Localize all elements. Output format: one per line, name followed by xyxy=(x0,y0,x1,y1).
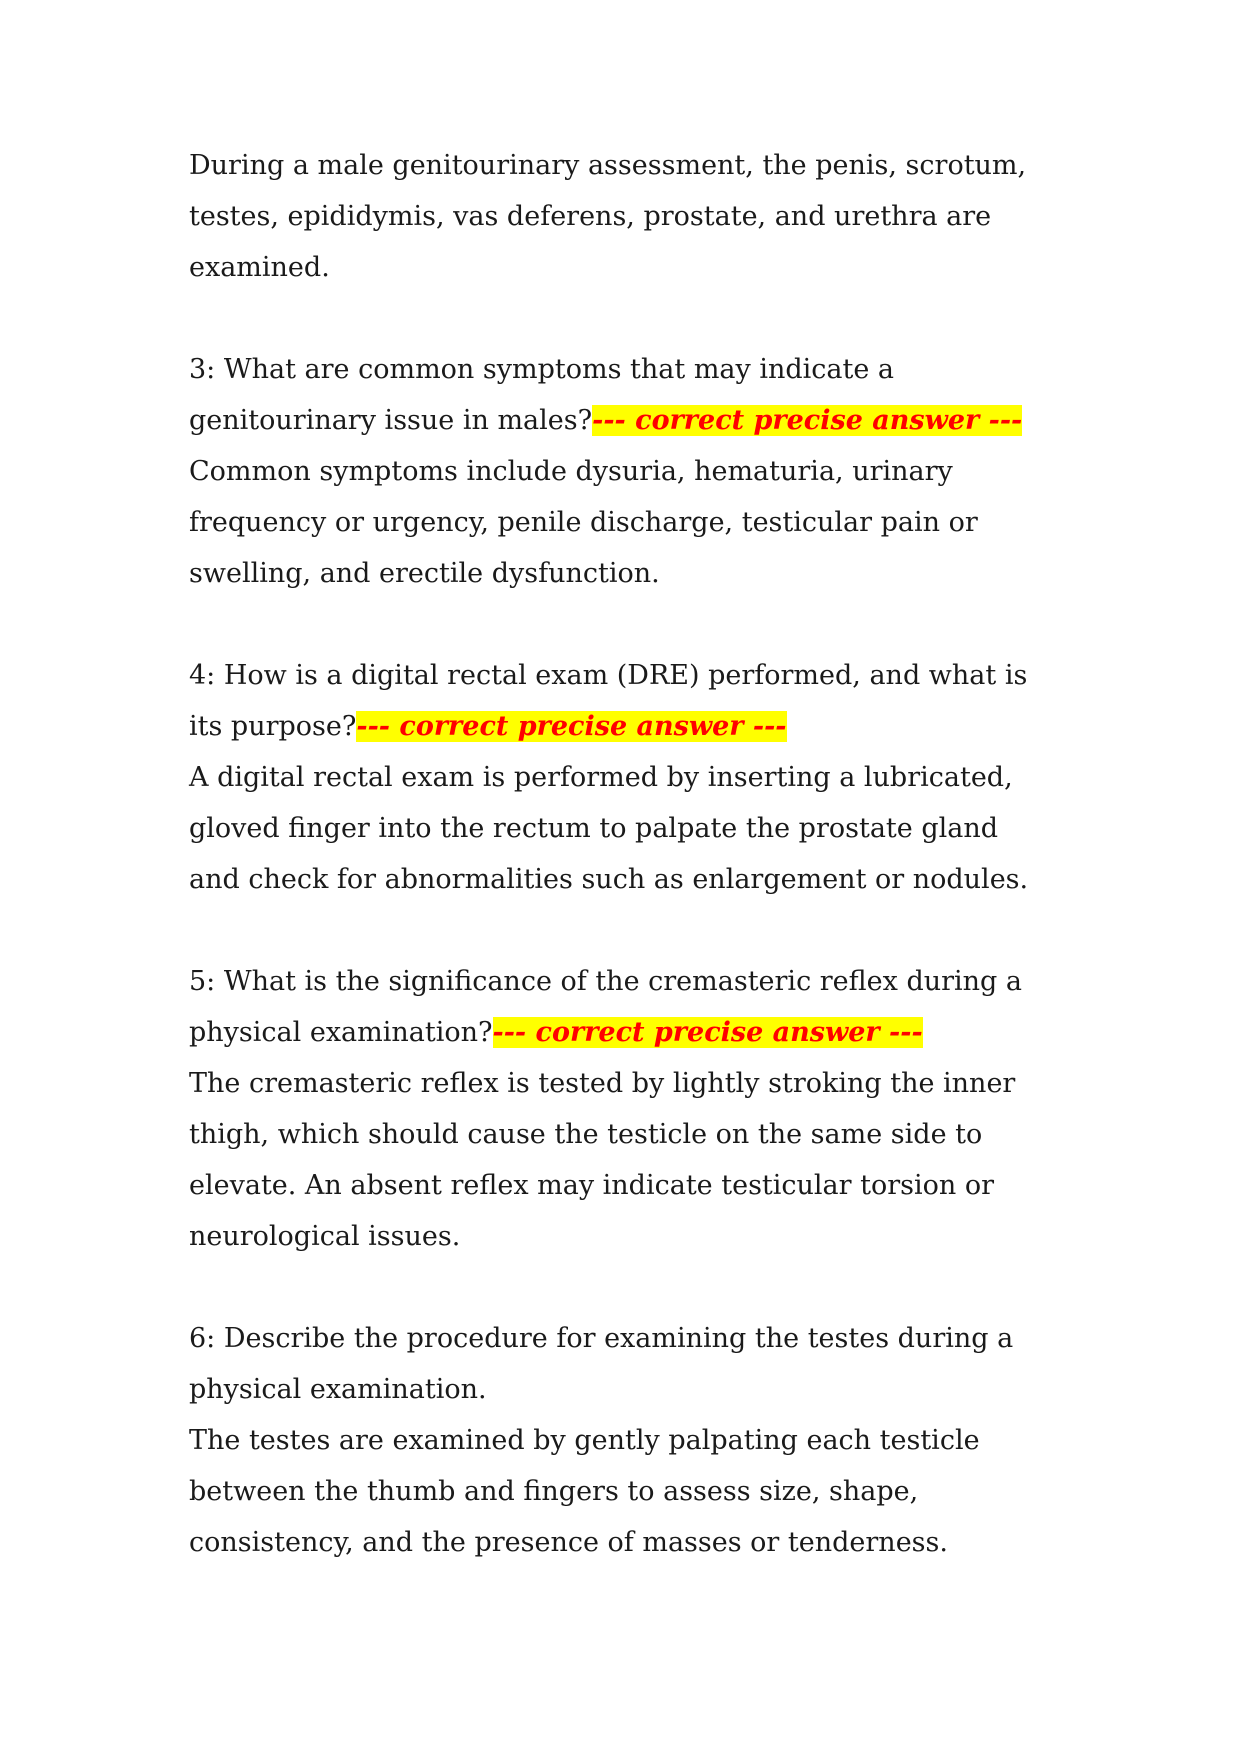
answer-line: thigh, which should cause the testicle on the same side to xyxy=(189,1119,983,1150)
answer-marker: --- correct precise answer --- xyxy=(356,711,787,742)
answer-line: elevate. An absent reflex may indicate testicular torsion or xyxy=(189,1170,995,1201)
answer-line: frequency or urgency, penile discharge, testicular pain or xyxy=(189,507,978,538)
question-line: 5: What is the significance of the cremasteric reflex during a xyxy=(189,966,1023,997)
question-line: 4: How is a digital rectal exam (DRE) performed, and what is xyxy=(189,660,1028,691)
answer-line: consistency, and the presence of masses or tenderness. xyxy=(189,1527,948,1558)
question-line-with-marker xyxy=(189,395,1069,446)
answer-line: The cremasteric reflex is tested by lightly stroking the inner xyxy=(189,1068,1016,1099)
question-line-with-marker xyxy=(189,701,1069,752)
answer-line: The testes are examined by gently palpating each testicle xyxy=(189,1425,980,1456)
question-line: 3: What are common symptoms that may indicate a xyxy=(189,354,895,385)
intro-paragraph xyxy=(189,140,1069,293)
answer-line: and check for abnormalities such as enlargement or nodules. xyxy=(189,864,1029,895)
answer-line: between the thumb and fingers to assess size, shape, xyxy=(189,1476,919,1507)
document-page xyxy=(189,140,1069,1619)
answer-line: neurological issues. xyxy=(189,1221,461,1252)
qa-item-3 xyxy=(189,344,1069,599)
answer-line: Common symptoms include dysuria, hematuria, urinary xyxy=(189,456,953,487)
qa-item-4 xyxy=(189,650,1069,905)
answer-line: swelling, and erectile dysfunction. xyxy=(189,558,660,589)
qa-item-6 xyxy=(189,1313,1069,1568)
question-text: physical examination? xyxy=(189,1017,493,1048)
text-line: testes, epididymis, vas deferens, prostate, and urethra are xyxy=(189,201,992,232)
question-text: genitourinary issue in males? xyxy=(189,405,593,436)
text-line: examined. xyxy=(189,252,330,283)
answer-marker: --- correct precise answer --- xyxy=(492,1017,923,1048)
question-line: physical examination. xyxy=(189,1374,487,1405)
text-line: During a male genitourinary assessment, the penis, scrotum, xyxy=(189,150,1027,181)
qa-item-5 xyxy=(189,956,1069,1262)
question-line-with-marker xyxy=(189,1007,1069,1058)
question-line: 6: Describe the procedure for examining the testes during a xyxy=(189,1323,1014,1354)
answer-line: A digital rectal exam is performed by inserting a lubricated, xyxy=(189,762,1013,793)
answer-line: gloved finger into the rectum to palpate the prostate gland xyxy=(189,813,999,844)
question-text: its purpose? xyxy=(189,711,357,742)
answer-marker: --- correct precise answer --- xyxy=(592,405,1023,436)
